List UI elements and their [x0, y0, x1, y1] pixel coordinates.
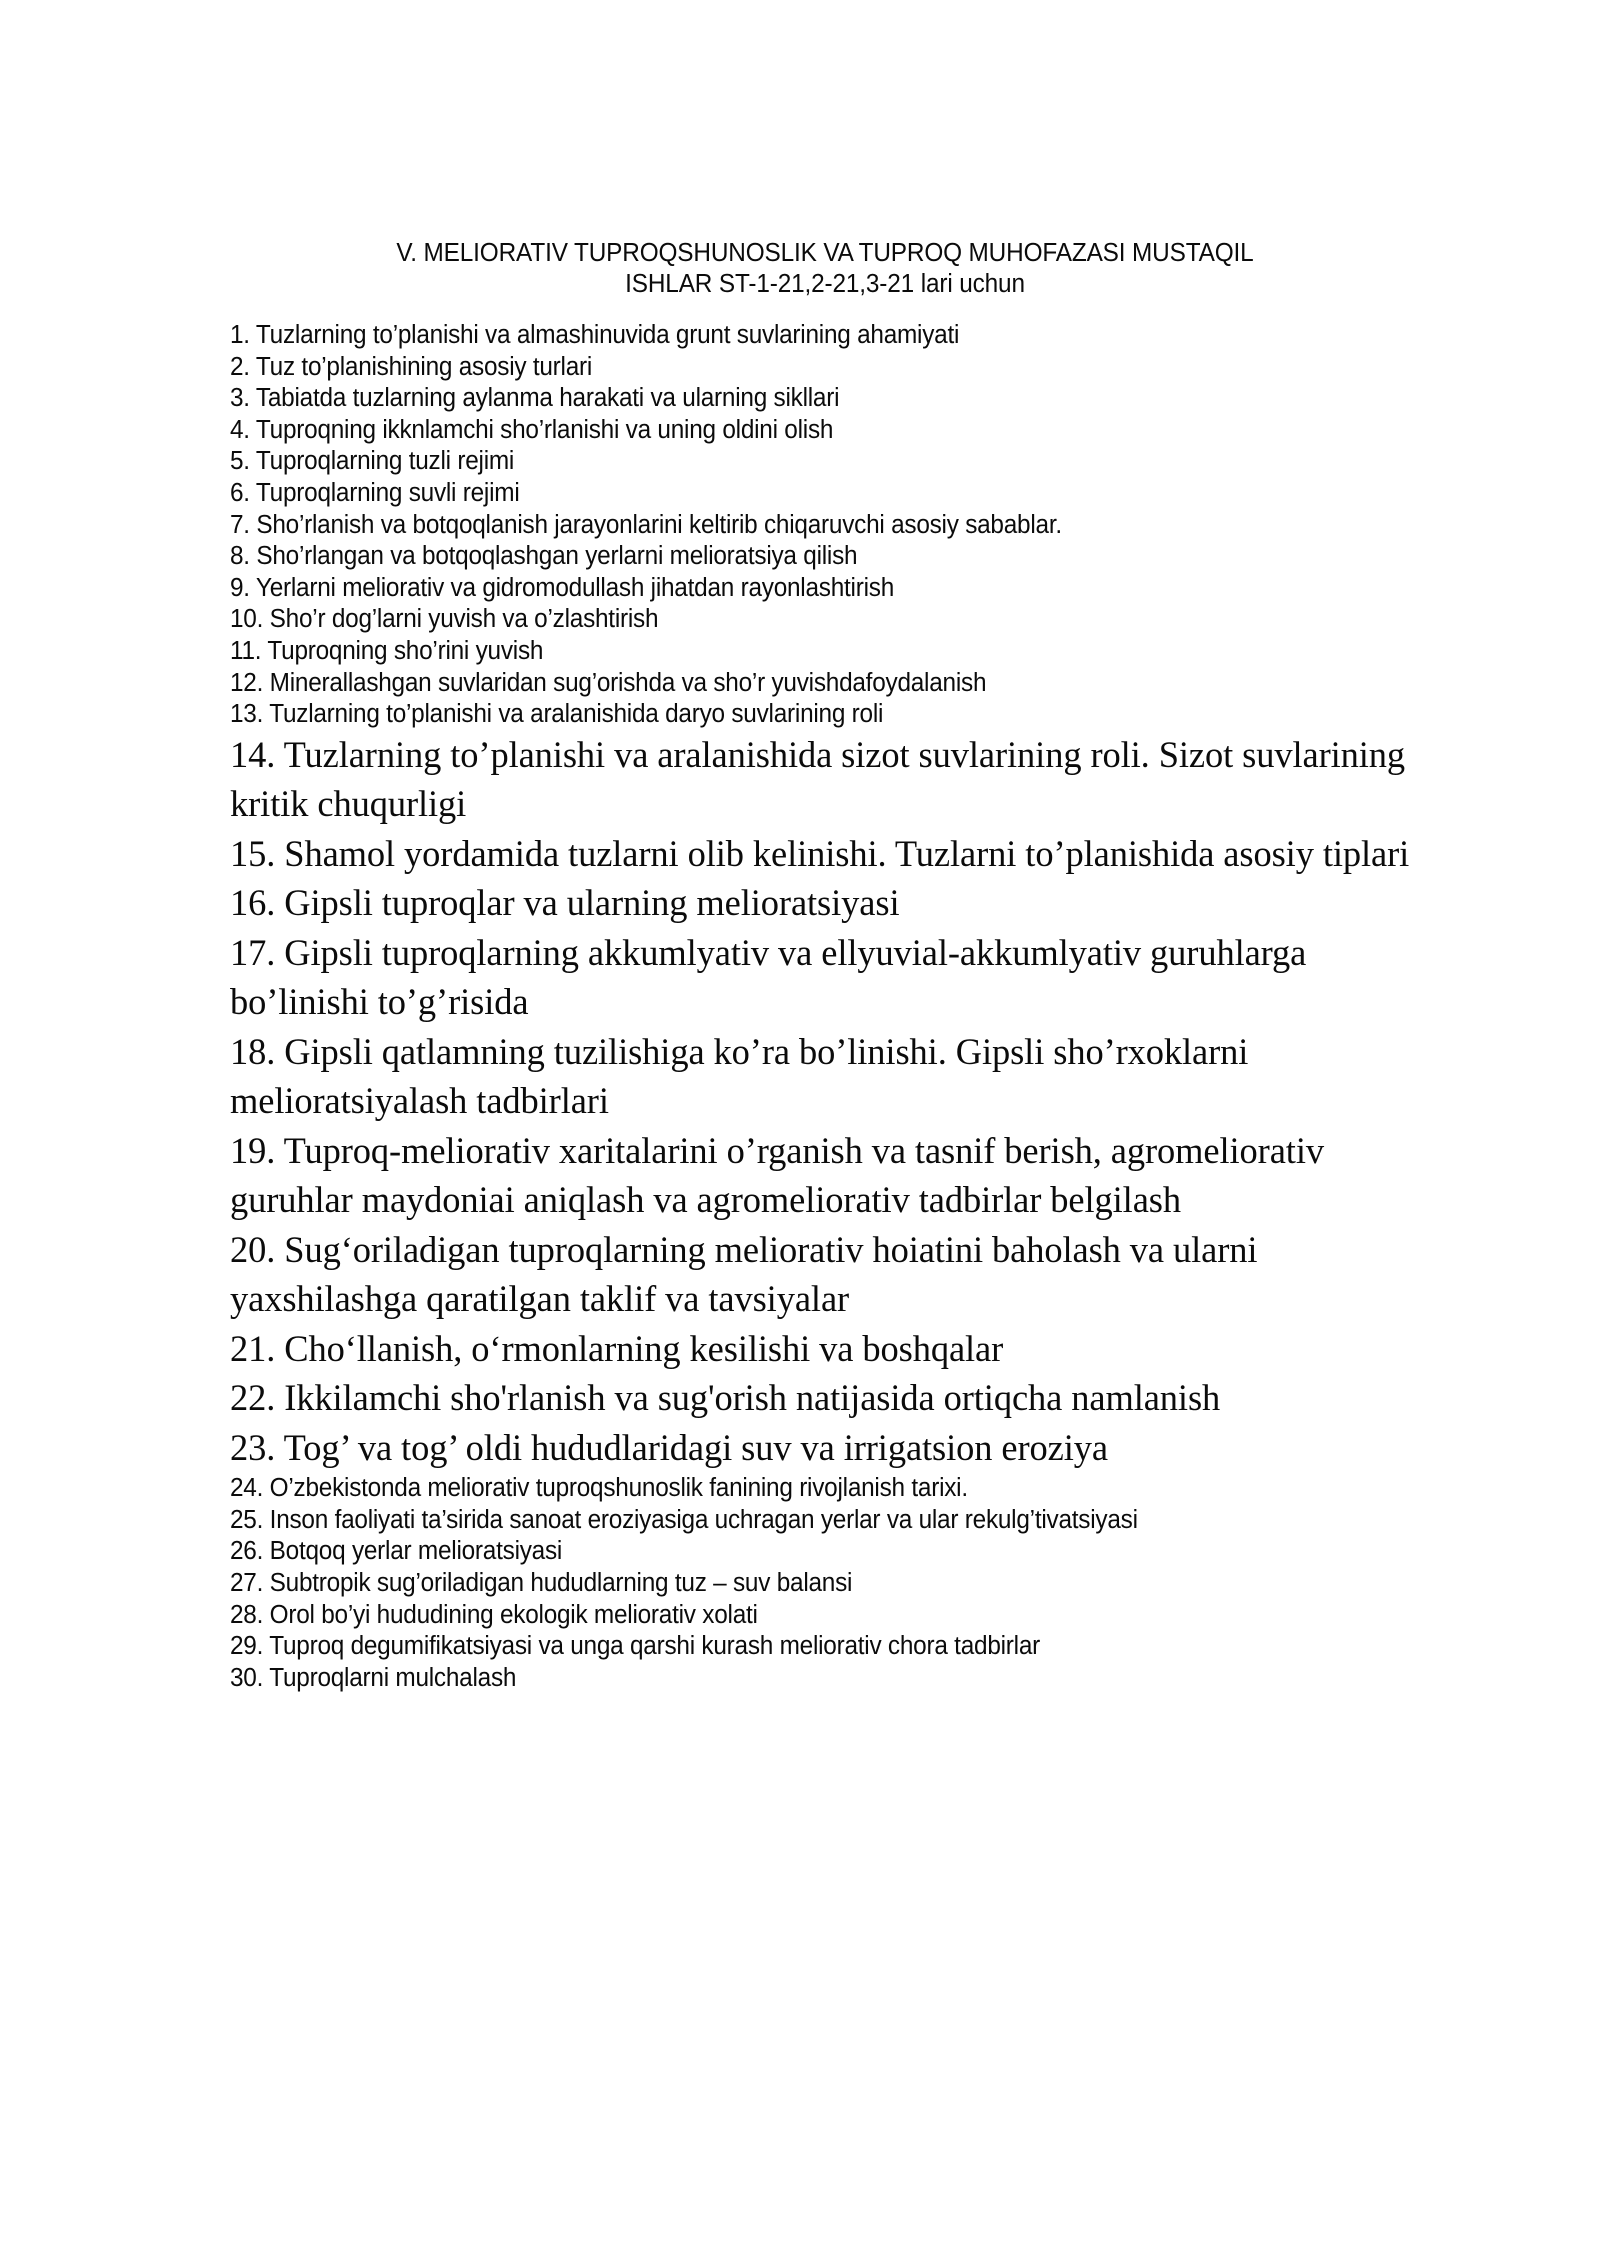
- list-item: 30. Tuproqlarni mulchalash: [230, 1663, 517, 1692]
- list-item: 7. Sho’rlanish va botqoqlanish jarayonlarini keltirib chiqaruvchi asosiy sabablar.: [230, 510, 1062, 539]
- list-item: 22. Ikkilamchi sho'rlanish va sug'orish natijasida ortiqcha namlanish: [230, 1378, 1221, 1420]
- list-item: 28. Orol bo’yi hududining ekologik meliorativ xolati: [230, 1600, 758, 1629]
- list-item: 15. Shamol yordamida tuzlarni olib kelinishi. Tuzlarni to’planishida asosiy tiplari: [230, 833, 1410, 875]
- list-item: 11. Tuproqning sho’rini yuvish: [230, 636, 544, 665]
- list-item: 14. Tuzlarning to’planishi va aralanishida sizot suvlarining roli. Sizot suvlarining kritik chuqurligi: [230, 734, 1406, 826]
- list-item: 8. Sho’rlangan va botqoqlashgan yerlarni melioratsiya qilish: [230, 542, 858, 571]
- list-item: 4. Tuproqning ikknlamchi sho’rlanishi va uning oldini olish: [230, 415, 834, 444]
- document-title-line-2: ISHLAR ST-1-21,2-21,3-21 lari uchun: [625, 270, 1025, 298]
- list-item: 19. Tuproq-meliorativ xaritalarini o’rganish va tasnif berish, agromeliorativ guruhlar maydoniai aniqlash va agromeliorativ tadbirlar belgilash: [230, 1130, 1324, 1222]
- list-item: 24. O’zbekistonda meliorativ tuproqshunoslik fanining rivojlanish tarixi.: [230, 1474, 968, 1503]
- document-title: [230, 238, 1420, 300]
- list-item: 25. Inson faoliyati ta’sirida sanoat eroziyasiga uchragan yerlar va ular rekulg’tivatsiyasi: [230, 1505, 1138, 1534]
- list-item: 27. Subtropik sug’oriladigan hududlarning tuz – suv balansi: [230, 1569, 853, 1597]
- list-item: 16. Gipsli tuproqlar va ularning melioratsiyasi: [230, 883, 900, 925]
- list-item: 18. Gipsli qatlamning tuzilishiga ko’ra bo’linishi. Gipsli sho’rxoklarni melioratsiyalash tadbirlari: [230, 1031, 1249, 1123]
- list-item: 20. Sug‘oriladigan tuproqlarning meliorativ hoiatini baholash va ularni yaxshilashga qaratilgan taklif va tavsiyalar: [230, 1229, 1258, 1321]
- list-item: 26. Botqoq yerlar melioratsiyasi: [230, 1537, 563, 1566]
- question-list: [230, 320, 1430, 1694]
- list-item: 21. Cho‘llanish, o‘rmonlarning kesilishi va boshqalar: [230, 1328, 1004, 1370]
- document-title-line-1: V. MELIORATIV TUPROQSHUNOSLIK VA TUPROQ MUHOFAZASI MUSTAQIL: [396, 239, 1254, 267]
- list-item: 2. Tuz to’planishining asosiy turlari: [230, 352, 593, 381]
- list-item: 9. Yerlarni meliorativ va gidromodullash jihatdan rayonlashtirish: [230, 573, 895, 602]
- list-item: 10. Sho’r dog’larni yuvish va o’zlashtirish: [230, 605, 659, 634]
- list-item: 23. Tog’ va tog’ oldi hududlaridagi suv va irrigatsion eroziya: [230, 1427, 1108, 1469]
- list-item: 17. Gipsli tuproqlarning akkumlyativ va ellyuvial-akkumlyativ guruhlarga bo’linishi to’g’risida: [230, 932, 1307, 1024]
- list-item: 13. Tuzlarning to’planishi va aralanishida daryo suvlarining roli: [230, 700, 884, 729]
- list-item: 6. Tuproqlarning suvli rejimi: [230, 478, 520, 507]
- list-item: 1. Tuzlarning to’planishi va almashinuvida grunt suvlarining ahamiyati: [230, 321, 960, 349]
- list-item: 12. Minerallashgan suvlaridan sug’orishda va sho’r yuvishdafoydalanish: [230, 668, 987, 697]
- list-item: 5. Tuproqlarning tuzli rejimi: [230, 447, 515, 476]
- list-item: 3. Tabiatda tuzlarning aylanma harakati va ularning sikllari: [230, 384, 840, 413]
- list-item: 29. Tuproq degumifikatsiyasi va unga qarshi kurash meliorativ chora tadbirlar: [230, 1632, 1041, 1661]
